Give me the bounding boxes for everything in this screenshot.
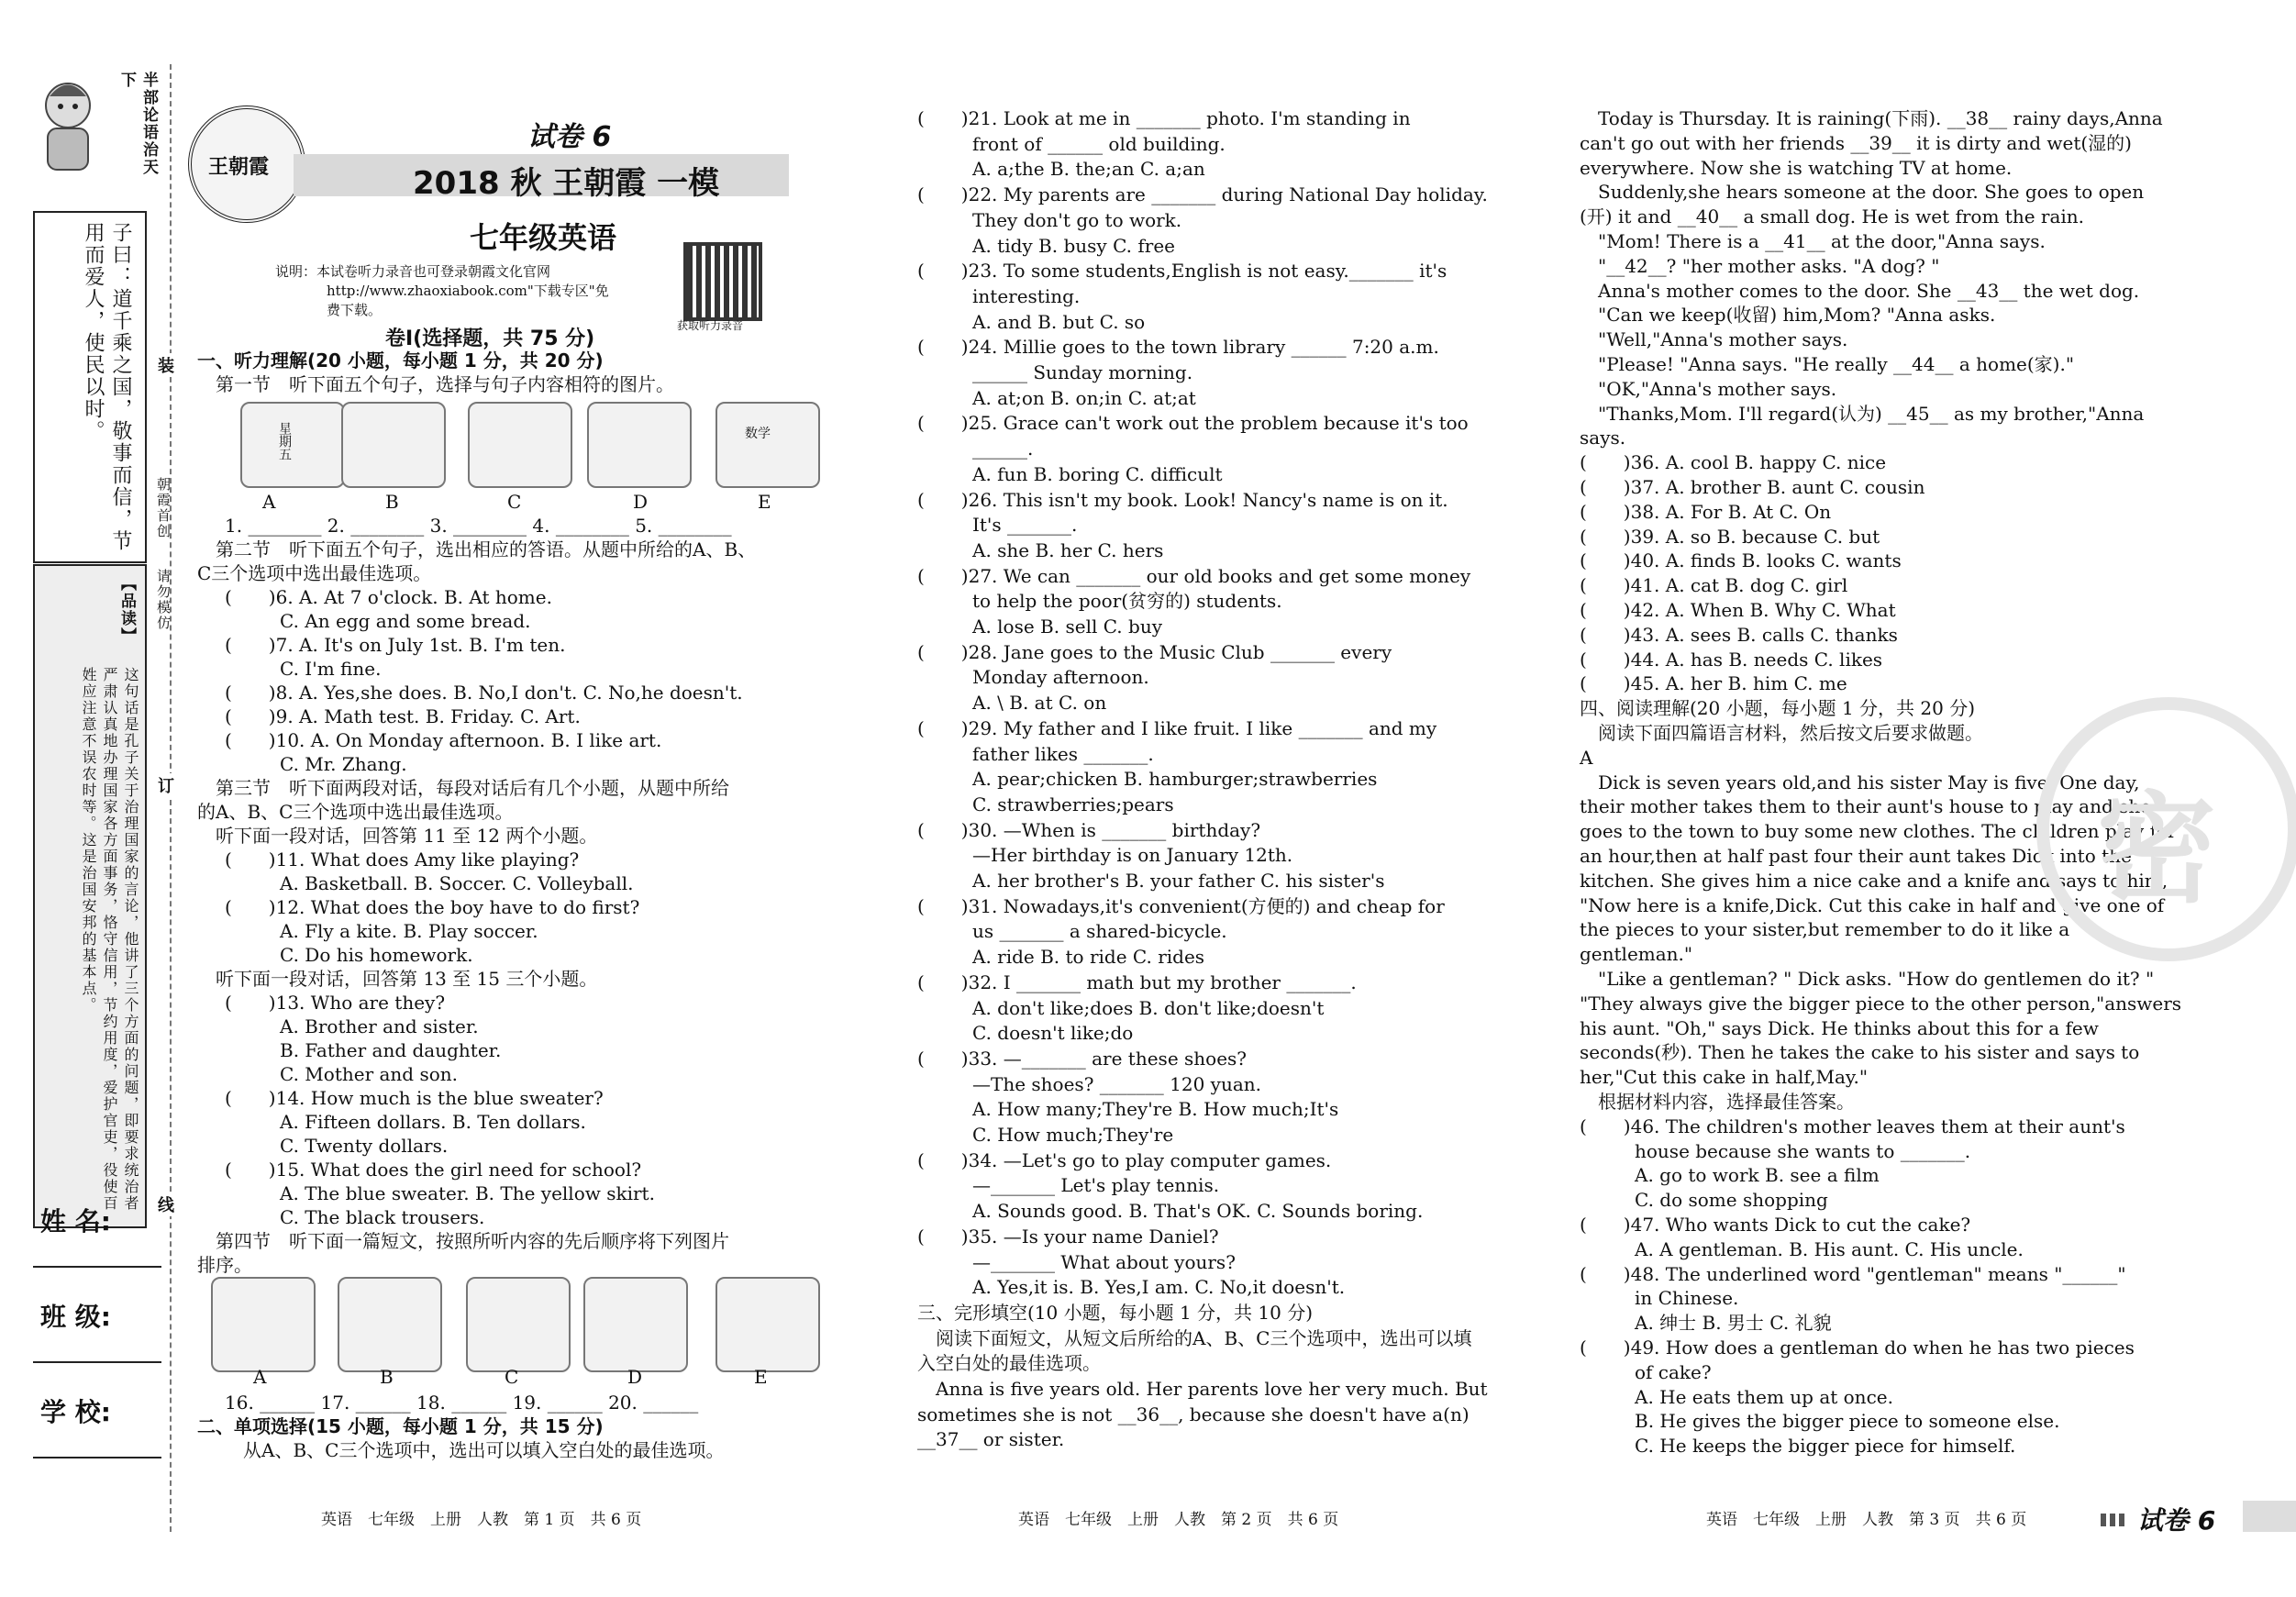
- instruction: 听下面一段对话，回答第 11 至 12 两个小题。: [197, 825, 598, 847]
- text-line: says.: [1580, 427, 1626, 449]
- text-line: C. He keeps the bigger piece for himself.: [1580, 1435, 2016, 1458]
- text-line: Anna is five years old. Her parents love her very much. But: [917, 1378, 1488, 1400]
- text-line: A. 绅士 B. 男士 C. 礼貌: [1580, 1312, 1832, 1335]
- footer-bar: [2243, 1501, 2296, 1532]
- text-line: "OK,"Anna's mother says.: [1580, 377, 1837, 400]
- text-line: ( )39. A. so B. because C. but: [1580, 525, 1880, 548]
- text-line: ( )32. I _______ math but my brother _______.: [917, 970, 1357, 993]
- quote-box: [33, 211, 147, 563]
- text-line: A. and B. but C. so: [917, 310, 1146, 333]
- question-line: ( )11. What does Amy like playing?: [225, 848, 580, 871]
- commentary-text: 这句话是孔子关于治理国家的言论，他讲了三个方面的问题，即要求统治者严肃认真地办理国家各方面事务，恪守信用，节约用度，爱护官吏，役使百姓应注意不误农时等。这是治国安邦的基本点。: [80, 667, 139, 1212]
- text-line: A. A gentleman. B. His aunt. C. His uncle.: [1580, 1237, 2024, 1260]
- bird-picture: [341, 402, 446, 488]
- question-line: ( )6. A. At 7 o'clock. B. At home.: [225, 586, 552, 608]
- notice-2: 请勿模仿: [155, 569, 172, 631]
- text-line: in Chinese.: [1580, 1287, 1739, 1310]
- instruction: 第三节 听下面两段对话，每段对话后有几个小题，从题中所给: [197, 777, 729, 799]
- text-line: A. How many;They're B. How much;It's: [917, 1098, 1339, 1121]
- text-line: ( )28. Jane goes to the Music Club _______ every: [917, 640, 1392, 663]
- text-line: ( )43. A. sees B. calls C. thanks: [1580, 623, 1898, 646]
- text-line: They don't go to work.: [917, 208, 1182, 231]
- text-line: (开) it and __40__ a small dog. He is wet from the rain.: [1580, 205, 2085, 228]
- school-field[interactable]: [33, 1457, 161, 1458]
- question-line: ( )9. A. Math test. B. Friday. C. Art.: [225, 705, 581, 727]
- text-line: C. strawberries;pears: [917, 793, 1174, 815]
- qr-label: 获取听力录音: [677, 319, 744, 332]
- instruction: 第一节 听下面五个句子，选择与句子内容相符的图片。: [197, 373, 674, 395]
- text-line: can't go out with her friends __39__ it is dirty and wet(湿的): [1580, 131, 2132, 154]
- picture-label: B: [380, 1366, 394, 1388]
- question-line: ( )15. What does the girl need for school?: [225, 1159, 642, 1181]
- text-line: A. lose B. sell C. buy: [917, 616, 1163, 638]
- text-line: ( )40. A. finds B. looks C. wants: [1580, 549, 1902, 572]
- text-line: their mother takes them to their aunt's house to play and she: [1580, 795, 2152, 818]
- question-line: ( )14. How much is the blue sweater?: [225, 1087, 604, 1109]
- text-line: A. go to work B. see a film: [1580, 1164, 1880, 1187]
- text-line: gentleman.": [1580, 943, 1693, 966]
- watermark-seal-icon: [2036, 697, 2296, 961]
- text-line: to help the poor(贫穷的) students.: [917, 590, 1282, 613]
- text-line: "Thanks,Mom. I'll regard(认为) __45__ as my brother,"Anna: [1580, 402, 2145, 425]
- text-line: A. her brother's B. your father C. his sister's: [917, 870, 1385, 892]
- text-line: ( )36. A. cool B. happy C. nice: [1580, 451, 1887, 474]
- picture-label: C: [505, 1366, 519, 1388]
- text-line: seconds(秒). Then he takes the cake to his sister and says to: [1580, 1041, 2140, 1064]
- instruction: 听下面一段对话，回答第 13 至 15 三个小题。: [197, 968, 598, 990]
- answer-blanks[interactable]: 1. ________ 2. ________ 3. ________ 4. ________ 5. ________: [225, 515, 732, 537]
- calendar-picture: 星期五: [240, 402, 345, 488]
- text-line: A. at;on B. on;in C. at;at: [917, 386, 1196, 409]
- text-line: "Like a gentleman? " Dick asks. "How do gentlemen do it? ": [1580, 968, 2155, 990]
- text-line: "Well,"Anna's mother says.: [1580, 328, 1848, 351]
- text-line: her,"Cut this cake in half,May.": [1580, 1066, 1869, 1089]
- text-line: ( )35. —Is your name Daniel?: [917, 1225, 1219, 1248]
- text-line: B. He gives the bigger piece to someone else.: [1580, 1410, 2060, 1433]
- name-field[interactable]: [33, 1266, 161, 1268]
- text-line: of cake?: [1580, 1360, 1712, 1383]
- instruction: 第二节 听下面五个句子，选出相应的答语。从题中所给的A、B、: [197, 538, 757, 560]
- text-line: ( )49. How does a gentleman do when he has two pieces: [1580, 1336, 2135, 1359]
- text-line: —Her birthday is on January 12th.: [917, 844, 1293, 867]
- text-line: ( )22. My parents are _______ during National Day holiday.: [917, 183, 1488, 206]
- question-line: ( )10. A. On Monday afternoon. B. I like art.: [225, 729, 662, 751]
- binding-line: [170, 64, 172, 1532]
- text-line: A. a;the B. the;an C. a;an: [917, 158, 1205, 181]
- commentary-title: 【品读】: [117, 575, 136, 645]
- instruction: 的A、B、C三个选项中选出最佳选项。: [197, 801, 514, 823]
- text-line: It's _______.: [917, 514, 1078, 537]
- girl-picture: [715, 1277, 820, 1372]
- text-line: ( )38. A. For B. At C. On: [1580, 500, 1832, 523]
- text-line: —The shoes? _______ 120 yuan.: [917, 1072, 1262, 1095]
- picture-label: C: [507, 491, 522, 513]
- text-line: ( )44. A. has B. needs C. likes: [1580, 648, 1883, 671]
- text-line: "Mom! There is a __41__ at the door,"Anna says.: [1580, 230, 2046, 252]
- instruction: 从A、B、C三个选项中，选出可以填入空白处的最佳选项。: [225, 1439, 725, 1461]
- text-line: "__42__? "her mother asks. "A dog? ": [1580, 254, 1940, 277]
- footer-paper-tag: 试卷 6: [2137, 1505, 2216, 1536]
- text-line: __37__ or sister.: [917, 1428, 1065, 1451]
- children-picture: [211, 1277, 316, 1372]
- text-line: ( )47. Who wants Dick to cut the cake?: [1580, 1214, 1971, 1236]
- class-label: 班 级:: [40, 1302, 111, 1332]
- page-title: 2018 秋 王朝霞 一模: [413, 165, 720, 202]
- text-line: father likes _______.: [917, 742, 1154, 765]
- text-line: ( )37. A. brother B. aunt C. cousin: [1580, 476, 1925, 498]
- text-line: Today is Thursday. It is raining(下雨). __38__ rainy days,Anna: [1580, 107, 2163, 129]
- name-label: 姓 名:: [40, 1206, 111, 1237]
- text-line: front of ______ old building.: [917, 132, 1226, 155]
- text-line: ( )48. The underlined word "gentleman" means "______": [1580, 1262, 2126, 1285]
- text-line: A. He eats them up at once.: [1580, 1385, 1893, 1408]
- text-line: ( )23. To some students,English is not easy._______ it's: [917, 260, 1447, 283]
- text-line: sometimes she is not __36__, because she doesn't have a(n): [917, 1403, 1470, 1425]
- question-line: C. Mother and son.: [225, 1063, 459, 1085]
- house-picture: [583, 1277, 688, 1372]
- text-line: ______.: [917, 438, 1034, 460]
- text-line: ______ Sunday morning.: [917, 361, 1193, 383]
- binding-mark-2: 订: [158, 773, 174, 797]
- instruction: C三个选项中选出最佳选项。: [197, 562, 432, 584]
- question-line: A. Brother and sister.: [225, 1015, 479, 1037]
- text-line: ( )30. —When is _______ birthday?: [917, 818, 1261, 841]
- text-line: goes to the town to buy some new clothes. The children play for: [1580, 820, 2177, 843]
- text-line: interesting.: [917, 284, 1081, 307]
- sidebar-motto: 半部论语治天下: [117, 72, 158, 176]
- paper-number: 试卷 6: [527, 121, 612, 153]
- text-line: ( )27. We can _______ our old books and get some money: [917, 564, 1471, 587]
- text-line: ( )34. —Let's go to play computer games.: [917, 1148, 1332, 1171]
- text-line: 根据材料内容，选择最佳答案。: [1580, 1091, 1855, 1113]
- text-line: kitchen. She gives him a nice cake and a knife and says to him,: [1580, 869, 2168, 892]
- text-line: ( )26. This isn't my book. Look! Nancy's name is on it.: [917, 488, 1448, 511]
- class-field[interactable]: [33, 1361, 161, 1363]
- footer-decor: [2101, 1514, 2128, 1526]
- text-line: C. doesn't like;do: [917, 1022, 1134, 1045]
- text-line: Anna's mother comes to the door. She __43__ the wet dog.: [1580, 279, 2140, 302]
- question-line: A. Fly a kite. B. Play soccer.: [225, 920, 538, 942]
- text-line: ( )21. Look at me in _______ photo. I'm standing in: [917, 107, 1411, 129]
- text-line: A. \ B. at C. on: [917, 692, 1107, 715]
- subject-title: 七年级英语: [470, 220, 617, 255]
- binding-mark-3: 线: [158, 1192, 174, 1216]
- tree-picture: [338, 1277, 442, 1372]
- text-line: ( )29. My father and I like fruit. I like _______ and my: [917, 716, 1437, 739]
- question-line: ( )13. Who are they?: [225, 992, 446, 1014]
- text-line: "Can we keep(收留) him,Mom? "Anna asks.: [1580, 304, 1996, 327]
- question-line: A. The blue sweater. B. The yellow skirt.: [225, 1182, 655, 1204]
- exam-note: 说明：本试卷听力录音也可登录朝霞文化官网 http://www.zhaoxiabook.com"下载专区"免 费下载。: [275, 263, 609, 318]
- text-line: A. don't like;does B. don't like;doesn't: [917, 996, 1325, 1019]
- page-footer: 英语 七年级 上册 人教 第 2 页 共 6 页: [1018, 1511, 1339, 1529]
- question-line: ( )8. A. Yes,she does. B. No,I don't. C. No,he doesn't.: [225, 682, 743, 704]
- soccer-picture: [468, 402, 572, 488]
- text-line: 阅读下面短文，从短文后所给的A、B、C三个选项中，选出可以填: [917, 1326, 1472, 1349]
- text-line: A. pear;chicken B. hamburger;strawberries: [917, 768, 1378, 791]
- section-heading: 二、单项选择(15 小题，每小题 1 分，共 15 分): [197, 1415, 604, 1437]
- question-line: A. Basketball. B. Soccer. C. Volleyball.: [225, 872, 634, 894]
- picture-label: E: [758, 491, 771, 513]
- part1-title: 卷Ⅰ(选择题，共 75 分): [385, 327, 595, 350]
- logo-text: 王朝霞: [208, 155, 270, 179]
- instruction: 排序。: [197, 1254, 252, 1276]
- picture-label: B: [385, 491, 399, 513]
- text-line: the pieces to your sister,but remember to do it like a: [1580, 918, 2070, 941]
- text-line: 入空白处的最佳选项。: [917, 1352, 1101, 1375]
- basketball-picture: [466, 1277, 571, 1372]
- text-line: C. How much;They're: [917, 1124, 1174, 1146]
- text-line: A. she B. her C. hers: [917, 538, 1164, 561]
- question-line: B. Father and daughter.: [225, 1039, 502, 1061]
- commentary-box: [33, 564, 147, 1228]
- text-line: us _______ a shared-bicycle.: [917, 920, 1227, 943]
- instruction: 第四节 听下面一篇短文，按照所听内容的先后顺序将下列图片: [197, 1230, 729, 1252]
- text-line: ( )45. A. her B. him C. me: [1580, 672, 1847, 695]
- text-line: ( )33. —_______ are these shoes?: [917, 1047, 1248, 1070]
- text-line: "Now here is a knife,Dick. Cut this cake in half and give one of: [1580, 893, 2165, 916]
- text-line: —_______ What about yours?: [917, 1250, 1236, 1273]
- text-line: Dick is seven years old,and his sister May is five. One day,: [1580, 771, 2140, 793]
- text-line: 三、完形填空(10 小题，每小题 1 分，共 10 分): [917, 1301, 1314, 1324]
- question-line: C. I'm fine.: [225, 658, 382, 680]
- logo-icon: [188, 105, 305, 223]
- text-line: house because she wants to _______.: [1580, 1139, 1971, 1162]
- text-line: C. do some shopping: [1580, 1189, 1828, 1212]
- text-line: ( )42. A. When B. Why C. What: [1580, 599, 1896, 621]
- text-line: ( )46. The children's mother leaves them at their aunt's: [1580, 1115, 2125, 1137]
- question-line: A. Fifteen dollars. B. Ten dollars.: [225, 1111, 586, 1133]
- text-line: Monday afternoon.: [917, 666, 1149, 689]
- text-line: A. tidy B. busy C. free: [917, 234, 1176, 257]
- question-line: ( )12. What does the boy have to do first?: [225, 896, 640, 918]
- question-line: C. An egg and some bread.: [225, 610, 531, 632]
- text-line: 四、阅读理解(20 小题，每小题 1 分，共 20 分): [1580, 697, 1976, 720]
- boy-face-picture: [587, 402, 692, 488]
- notice-1: 朝霞首创: [155, 477, 172, 539]
- answer-blanks[interactable]: 16. ______ 17. ______ 18. ______ 19. ______ 20. ______: [225, 1392, 699, 1414]
- text-line: everywhere. Now she is watching TV at home.: [1580, 156, 2013, 179]
- question-line: C. The black trousers.: [225, 1206, 485, 1228]
- text-line: an hour,then at half past four their aunt takes Dick into the: [1580, 845, 2132, 867]
- text-line: ( )31. Nowadays,it's convenient(方便的) and cheap for: [917, 894, 1445, 917]
- math-book-picture: 数学: [715, 402, 820, 488]
- section-heading: 一、听力理解(20 小题，每小题 1 分，共 20 分): [197, 349, 604, 372]
- text-line: A. fun B. boring C. difficult: [917, 462, 1223, 485]
- text-line: "Please! "Anna says. "He really __44__ a home(家).": [1580, 353, 2075, 375]
- sidebar: [28, 64, 156, 1532]
- confucius-avatar-icon: [31, 73, 105, 174]
- text-line: "They always give the bigger piece to the other person,"answers: [1580, 992, 2182, 1015]
- picture-label: E: [754, 1366, 768, 1388]
- picture-label: D: [627, 1366, 643, 1388]
- text-line: A. ride B. to ride C. rides: [917, 946, 1205, 969]
- text-line: ( )24. Millie goes to the town library ______ 7:20 a.m.: [917, 336, 1439, 359]
- question-line: ( )7. A. It's on July 1st. B. I'm ten.: [225, 634, 566, 656]
- binding-mark-1: 装: [158, 353, 174, 377]
- text-line: Suddenly,she hears someone at the door. She goes to open: [1580, 181, 2145, 204]
- watermark-text: 密: [2097, 780, 2217, 919]
- text-line: A. Yes,it is. B. Yes,I am. C. No,it doesn't.: [917, 1276, 1346, 1299]
- qr-code-icon[interactable]: [683, 242, 762, 321]
- text-line: ( )25. Grace can't work out the problem because it's too: [917, 412, 1469, 435]
- picture-label: A: [253, 1366, 267, 1388]
- question-line: C. Do his homework.: [225, 944, 473, 966]
- question-line: C. Twenty dollars.: [225, 1135, 449, 1157]
- page-footer: 英语 七年级 上册 人教 第 3 页 共 6 页: [1706, 1511, 2027, 1529]
- page-footer: 英语 七年级 上册 人教 第 1 页 共 6 页: [321, 1511, 642, 1529]
- text-line: —_______ Let's play tennis.: [917, 1174, 1220, 1197]
- picture-label: A: [262, 491, 276, 513]
- text-line: ( )41. A. cat B. dog C. girl: [1580, 574, 1848, 597]
- text-line: A: [1580, 746, 1593, 769]
- question-line: C. Mr. Zhang.: [225, 753, 407, 775]
- picture-label: D: [633, 491, 649, 513]
- text-line: his aunt. "Oh," says Dick. He thinks about this for a few: [1580, 1016, 2099, 1039]
- text-line: A. Sounds good. B. That's OK. C. Sounds boring.: [917, 1200, 1424, 1223]
- school-label: 学 校:: [40, 1397, 111, 1427]
- sidebar-quote: 子曰：道千乘之国，敬事而信，节用而爱人，使民以时。: [82, 222, 132, 552]
- text-line: 阅读下面四篇语言材料，然后按文后要求做题。: [1580, 722, 1983, 744]
